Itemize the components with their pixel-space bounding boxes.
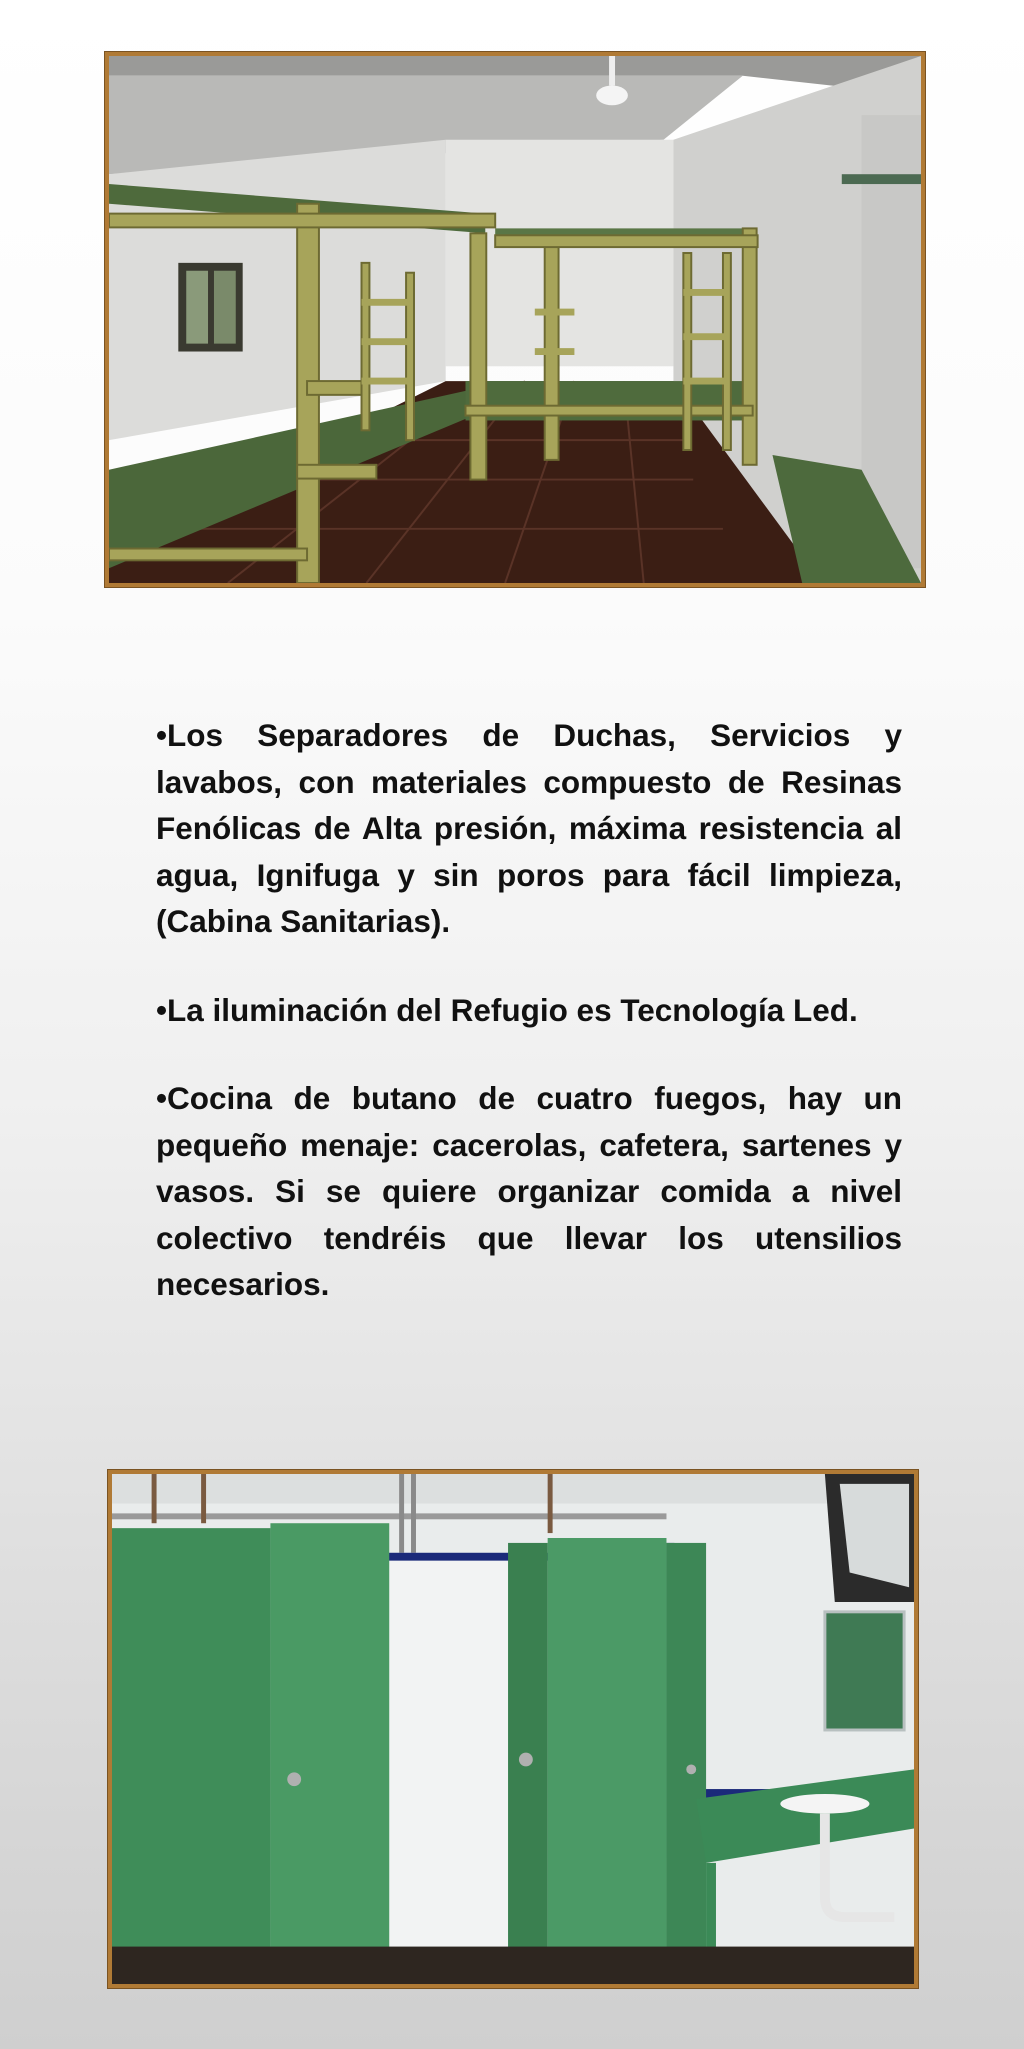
features-description — [156, 712, 902, 1350]
bathroom-illustration — [112, 1474, 914, 1984]
paragraph-lighting: •La iluminación del Refugio es Tecnología Led. — [156, 991, 858, 1028]
dormitory-illustration — [109, 56, 921, 583]
shower-and-toilet-cubicles-photo — [108, 1470, 918, 1988]
paragraph-kitchen: •Cocina de butano de cuatro fuegos, hay un pequeño menaje: cacerolas, cafetera, sartenes y vasos. Si se quiere organizar comida a nivel colectivo tendréis que llevar los utensilios necesarios. — [156, 1080, 902, 1302]
paragraph-partitions: •Los Separadores de Duchas, Servicios y lavabos, con materiales compuesto de Resinas Fenólicas de Alta presión, máxima resistencia al agua, Ignifuga y sin poros para fácil limpieza, (Cabina Sanitarias). — [156, 717, 902, 939]
dormitory-bunk-beds-photo — [105, 52, 925, 587]
